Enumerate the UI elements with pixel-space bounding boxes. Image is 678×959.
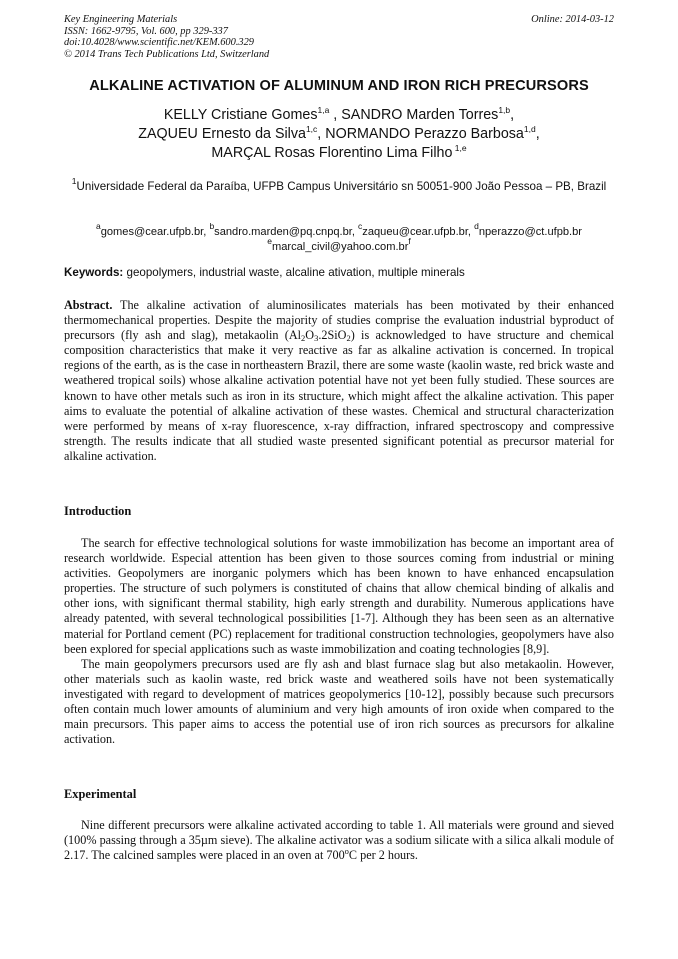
email-address: gomes@cear.ufpb.br, — [100, 226, 207, 238]
author-affil-mark: 1,c — [305, 124, 318, 134]
affiliation — [64, 176, 614, 195]
email-address: marcal_civil@yahoo.com.br — [271, 240, 409, 253]
author-affil-mark: 1,b — [498, 105, 511, 115]
email-address: zaqueu@cear.ufpb.br, — [362, 226, 472, 238]
copyright-line: © 2014 Trans Tech Publications Ltd, Switzerland — [64, 48, 270, 60]
experimental-body — [64, 818, 614, 863]
affil-mark: 1 — [71, 176, 77, 186]
author-affil-mark: 1,d — [523, 124, 536, 134]
author-name: KELLY Cristiane Gomes — [163, 107, 318, 123]
running-header — [64, 14, 614, 60]
author-name: NORMANDO Perazzo Barbosa — [325, 126, 524, 142]
affil-text: Universidade Federal da Paraíba, UFPB Campus Universitário sn 50051-900 João Pessoa – PB, Brazil — [76, 180, 607, 193]
author-sep: , — [317, 126, 322, 142]
abstract-text: O — [305, 328, 315, 343]
author-sep: , — [329, 107, 338, 123]
author-line — [64, 144, 614, 163]
online-date: Online: 2014-03-12 — [531, 14, 614, 25]
email-list — [64, 221, 614, 254]
email-mark: e — [267, 235, 272, 246]
author-line — [64, 106, 614, 125]
section-heading-introduction: Introduction — [64, 504, 132, 518]
journal-name: Key Engineering Materials — [64, 14, 178, 25]
abstract-text: ) is acknowledged to have structure and chemical composition characteristics that make it very reactive as far as alkaline activation is concerned. In tropical regions of the earth, as is the case in northeastern Brazil, there are some waste (kaolin waste, red brick waste and weathered tropical soils) whose alkaline activation potential have not yet been fully studied. These sources are known to have other metals such as iron in its structure, which might affect the alkaline activation. This paper aims to evaluate the potential of alkaline activation of these wastes. Chemical and structural characterization were performed by means of x-ray fluorescence, x-ray diffraction, infrared spectroscopy and compressive strength. The results indicate that all studied waste presented significant potential as precursor material for alkaline activation. — [64, 328, 614, 463]
section-heading-experimental: Experimental — [64, 787, 137, 801]
author-name: MARÇAL Rosas Florentino Lima Filho — [211, 145, 453, 161]
abstract-text: The alkaline activation of aluminosilicates materials has been motivated by their enhanced thermomechanical properties. Despite the majority of studies comprise the evaluation industrial byproduct of precursors (fly ash and slag), metakaolin (Al — [64, 298, 614, 343]
subscript: 3 — [314, 333, 319, 344]
keywords-label: Keywords: — [64, 266, 124, 279]
email-line — [64, 235, 614, 255]
paragraph-text: C per 2 hours. — [348, 848, 418, 863]
paragraph: The search for effective technological solutions for waste immobilization has become an important area of research worldwide. Especial attention has been given to those sources coming from industrial or mining activities. Geopolymers are inorganic polymers which has been known to have enhanced encapsulation properties. The structure of such polymers is constituted of chains that allow chemical binding of alkalis and other ions, with significant thermal stability, high early strength and durability. Numerous applications have already patented, with several technological possibilities [1-7]. Although they has been seen as an alternative material for Portland cement (PC) replacement for traditional construction technologies, geopolymers have also been explored for special applications such as waste immobilization and coating technologies [8,9]. — [64, 536, 614, 656]
subscript: 2 — [346, 333, 351, 344]
paragraph: The main geopolymers precursors used are fly ash and blast furnace slag but also metakaolin. However, other materials such as kaolin waste, red brick waste and weathered soils have not been systematically investigated with regard to development of matrices geopolymerics [10-12], possibly because such precursors often contain much lower amounts of aluminium and very high amounts of iron oxide when compared to the main precursors. This paper aims to access the potential use of iron rich sources as precursors for alkaline activation. — [64, 656, 614, 747]
keywords — [64, 266, 614, 279]
email-address: nperazzo@ct.ufpb.br — [478, 226, 582, 238]
email-line — [64, 221, 614, 240]
paper-title: ALKALINE ACTIVATION OF ALUMINUM AND IRON RICH PRECURSORS — [89, 78, 589, 94]
email-address: sandro.marden@pq.cnpq.br, — [214, 226, 355, 238]
email-mark: d — [474, 221, 479, 231]
author-sep: , — [535, 126, 540, 142]
email-trail-mark: f — [408, 235, 411, 246]
author-line — [64, 125, 614, 144]
paragraph-text: Nine different precursors were alkaline activated according to table 1. All materials were ground and sieved (100% passing through a 35µm sieve). The alkaline activator was a sodium silicate with a silica alkali module of 2.17. The calcined samples were placed in an oven at 700 — [64, 818, 614, 863]
author-name: SANDRO Marden Torres — [341, 107, 499, 123]
author-affil-mark: 1,a — [317, 105, 330, 115]
email-mark: b — [209, 221, 215, 231]
author-sep: , — [510, 107, 515, 123]
email-mark: a — [95, 221, 101, 231]
author-affil-mark: 1,e — [452, 143, 467, 153]
abstract-label: Abstract. — [64, 298, 113, 312]
abstract — [64, 298, 614, 464]
subscript: 2 — [301, 333, 306, 344]
author-name: ZAQUEU Ernesto da Silva — [138, 126, 306, 142]
abstract-text: .2SiO — [318, 328, 347, 343]
email-mark: c — [358, 221, 363, 231]
doi-line: doi:10.4028/www.scientific.net/KEM.600.329 — [64, 37, 254, 49]
paragraph — [64, 818, 614, 863]
issn-line: ISSN: 1662-9795, Vol. 600, pp 329-337 — [64, 25, 228, 37]
keywords-text: geopolymers, industrial waste, alcaline ativation, multiple minerals — [123, 266, 465, 279]
introduction-body — [64, 536, 614, 747]
author-list — [64, 106, 614, 163]
degree-mark: o — [344, 846, 349, 857]
